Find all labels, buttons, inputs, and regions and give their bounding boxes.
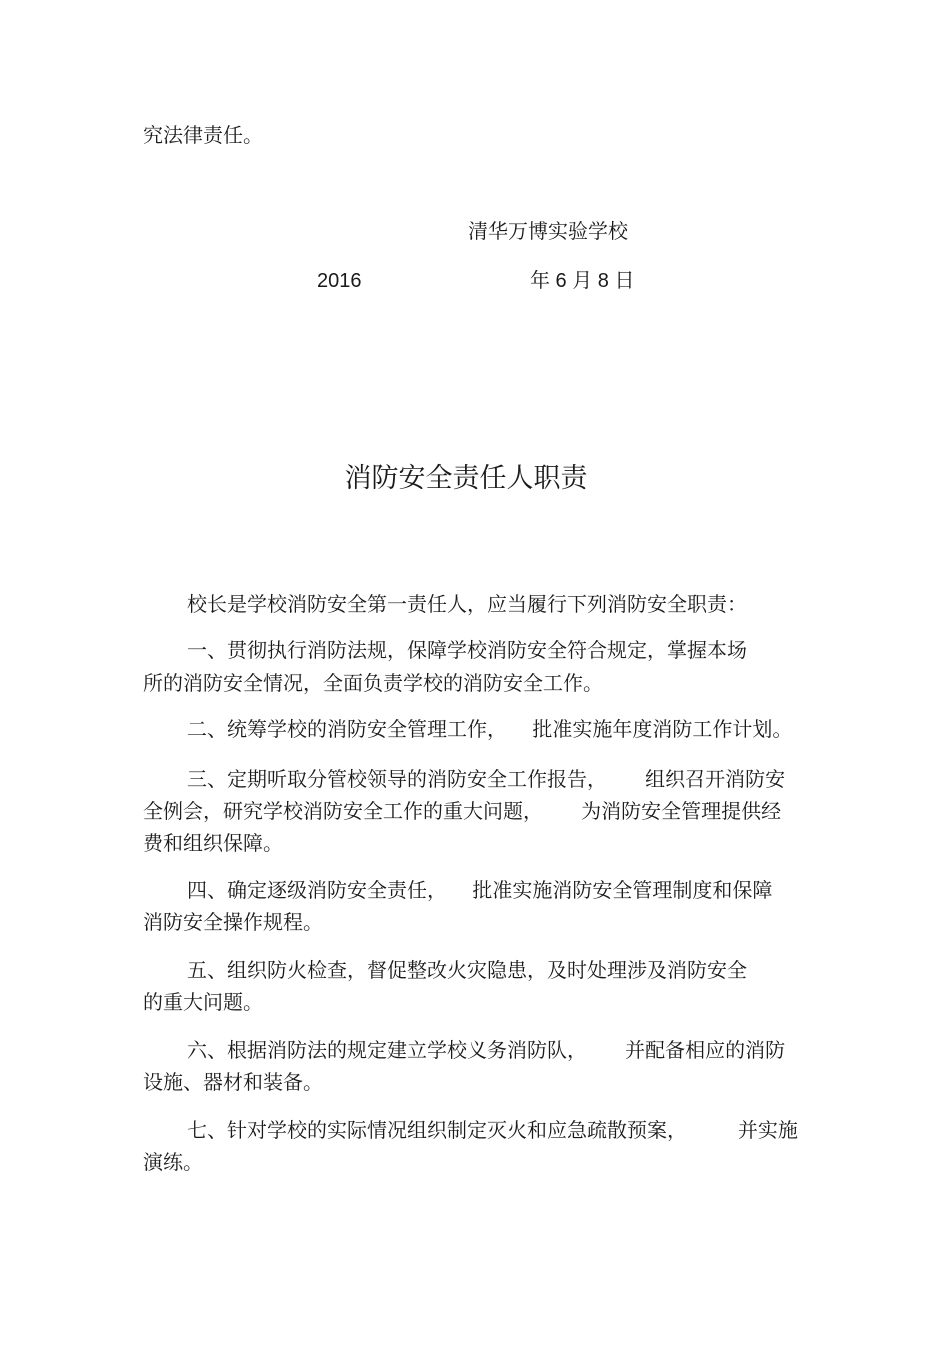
duty-item-4-line-1: 四、确定逐级消防安全责任， 批准实施消防安全管理制度和保障 (187, 878, 773, 902)
continued-text: 究法律责任。 (143, 123, 263, 147)
duty-item-1-line-1: 一、贯彻执行消防法规，保障学校消防安全符合规定，掌握本场 (187, 638, 747, 662)
duty-item-3-line-1: 三、定期听取分管校领导的消防安全工作报告， 组织召开消防安 (187, 767, 786, 791)
duty-item-7-line-2: 演练。 (143, 1150, 203, 1174)
duty-item-4-line-2: 消防安全操作规程。 (143, 910, 323, 934)
duty-item-3-line-3: 费和组织保障。 (143, 831, 283, 855)
duty-item-6-line-2: 设施、器材和装备。 (143, 1070, 323, 1094)
duty-item-5-line-2: 的重大问题。 (143, 990, 263, 1014)
duty-item-2-line-1: 二、统筹学校的消防安全管理工作， 批准实施年度消防工作计划。 (187, 717, 793, 741)
duty-item-7-line-1: 七、针对学校的实际情况组织制定灭火和应急疏散预案， 并实施 (187, 1118, 798, 1142)
duty-item-6-line-1: 六、根据消防法的规定建立学校义务消防队， 并配备相应的消防 (187, 1038, 786, 1062)
page-title: 消防安全责任人职责 (344, 463, 588, 494)
signature-organization: 清华万博实验学校 (468, 219, 628, 243)
duty-item-5-line-1: 五、组织防火检查，督促整改火灾隐患，及时处理涉及消防安全 (187, 958, 747, 982)
intro-paragraph: 校长是学校消防安全第一责任人，应当履行下列消防安全职责： (187, 592, 747, 616)
signature-date: 年 6 月 8 日 (530, 270, 635, 292)
signature-year: 2016 (317, 270, 362, 292)
duty-item-1-line-2: 所的消防安全情况，全面负责学校的消防安全工作。 (143, 671, 603, 695)
duty-item-3-line-2: 全例会，研究学校消防安全工作的重大问题， 为消防安全管理提供经 (143, 799, 782, 823)
